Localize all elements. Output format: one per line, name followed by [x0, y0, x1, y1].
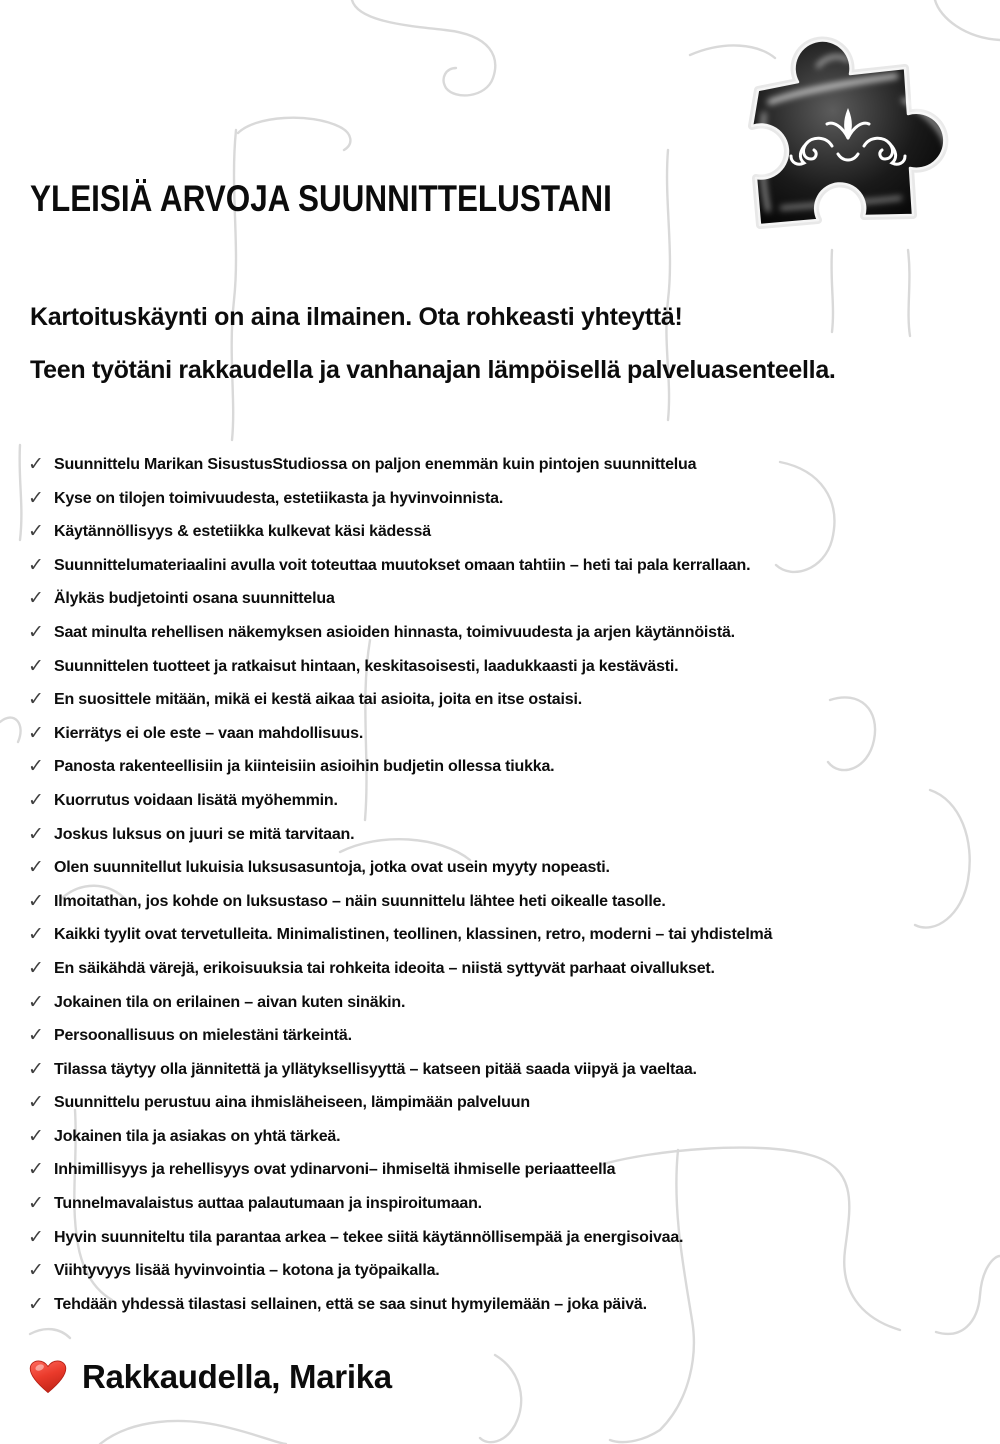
heart-icon [28, 1359, 68, 1395]
value-item [28, 1258, 772, 1292]
value-item [28, 956, 772, 990]
value-item [28, 822, 772, 856]
value-text: Saat minulta rehellisen näkemyksen asioiden hinnasta, toimivuudesta ja arjen käytännöistä. [54, 623, 735, 641]
check-icon: ✓ [28, 1024, 44, 1047]
value-text: Suunnittelen tuotteet ja ratkaisut hintaan, keskitasoisesti, laadukkaasti ja kestävästi. [54, 657, 679, 675]
check-icon: ✓ [28, 1124, 44, 1147]
check-icon: ✓ [28, 755, 44, 778]
value-item [28, 452, 772, 486]
value-item [28, 990, 772, 1024]
value-text: Joskus luksus on juuri se mitä tarvitaan. [54, 825, 355, 843]
value-item [28, 922, 772, 956]
value-text: Suunnittelu perustuu aina ihmisläheiseen, lämpimään palveluun [54, 1094, 530, 1112]
check-icon: ✓ [28, 1057, 44, 1080]
intro-line-2: Teen työtäni rakkaudella ja vanhanajan lämpöisellä palveluasenteella. [30, 356, 836, 384]
value-text: Inhimillisyys ja rehellisyys ovat ydinarvoni– ihmiseltä ihmiselle periaatteella [54, 1161, 616, 1179]
puzzle-piece-image [698, 10, 998, 258]
value-text: Olen suunnitellut lukuisia luksusasuntoja, jotka ovat usein myyty nopeasti. [54, 859, 610, 877]
check-icon: ✓ [28, 620, 44, 643]
check-icon: ✓ [28, 453, 44, 475]
check-icon: ✓ [28, 923, 44, 946]
check-icon: ✓ [28, 1292, 44, 1315]
check-icon: ✓ [28, 889, 44, 912]
value-text: Kuorrutus voidaan lisätä myöhemmin. [54, 791, 338, 809]
value-item [28, 553, 772, 587]
value-text: En suosittele mitään, mikä ei kestä aikaa tai asioita, joita en itse ostaisi. [54, 691, 582, 709]
check-icon: ✓ [28, 654, 44, 677]
check-icon: ✓ [28, 788, 44, 811]
check-icon: ✓ [28, 1091, 44, 1114]
check-icon: ✓ [28, 486, 44, 509]
value-text: Käytännöllisyys & estetiikka kulkevat käsi kädessä [54, 523, 431, 541]
value-item [28, 654, 772, 688]
value-text: Suunnittelu Marikan SisustusStudiossa on paljon enemmän kuin pintojen suunnittelua [54, 456, 697, 473]
value-item [28, 586, 772, 620]
page-title: YLEISIÄ ARVOJA SUUNNITTELUSTANI [30, 178, 612, 219]
check-icon: ✓ [28, 1225, 44, 1248]
values-list [28, 452, 772, 1325]
value-item [28, 687, 772, 721]
value-text: Tilassa täytyy olla jännitettä ja yllätyksellisyyttä – katseen pitää saada viipyä ja vaeltaa. [54, 1060, 697, 1078]
value-item [28, 1057, 772, 1091]
value-item [28, 1157, 772, 1191]
value-item [28, 721, 772, 755]
check-icon: ✓ [28, 990, 44, 1013]
check-icon: ✓ [28, 1192, 44, 1215]
value-item [28, 1225, 772, 1259]
value-text: Tehdään yhdessä tilastasi sellainen, että se saa sinut hymyilemään – joka päivä. [54, 1295, 647, 1313]
value-text: Älykäs budjetointi osana suunnittelua [54, 590, 335, 608]
value-text: Panosta rakenteellisiin ja kiinteisiin asioihin budjetin ollessa tiukka. [54, 758, 555, 776]
check-icon: ✓ [28, 1158, 44, 1181]
value-text: Jokainen tila ja asiakas on yhtä tärkeä. [54, 1127, 341, 1145]
value-text: Jokainen tila on erilainen – aivan kuten sinäkin. [54, 993, 406, 1011]
signature [28, 1358, 392, 1396]
value-item [28, 889, 772, 923]
value-item [28, 620, 772, 654]
value-item [28, 754, 772, 788]
check-icon: ✓ [28, 956, 44, 979]
value-text: Kierrätys ei ole este – vaan mahdollisuus. [54, 724, 364, 742]
value-item [28, 1124, 772, 1158]
check-icon: ✓ [28, 721, 44, 744]
value-text: Suunnittelumateriaalini avulla voit toteuttaa muutokset omaan tahtiin – heti tai pala kerrallaan. [54, 556, 751, 574]
value-text: Viihtyvyys lisää hyvinvointia – kotona ja työpaikalla. [54, 1262, 440, 1280]
value-item [28, 486, 772, 520]
intro-line-1: Kartoituskäynti on aina ilmainen. Ota rohkeasti yhteyttä! [30, 303, 683, 331]
value-text: Kaikki tyylit ovat tervetulleita. Minimalistinen, teollinen, klassinen, retro, moderni – tai yhdistelmä [54, 926, 773, 944]
check-icon: ✓ [28, 553, 44, 576]
value-text: En säikähdä värejä, erikoisuuksia tai rohkeita ideoita – niistä syttyvät parhaat oivallukset. [54, 959, 715, 977]
check-icon: ✓ [28, 520, 44, 543]
value-item [28, 1292, 772, 1326]
value-item [28, 1191, 772, 1225]
check-icon: ✓ [28, 856, 44, 879]
value-item [28, 788, 772, 822]
value-text: Persoonallisuus on mielestäni tärkeintä. [54, 1027, 352, 1045]
value-text: Ilmoitathan, jos kohde on luksustaso – näin suunnittelu lähtee heti oikealle tasolle. [54, 892, 666, 910]
value-item [28, 855, 772, 889]
value-item [28, 519, 772, 553]
value-text: Kyse on tilojen toimivuudesta, estetiikasta ja hyvinvoinnista. [54, 489, 504, 507]
check-icon: ✓ [28, 587, 44, 610]
value-item [28, 1023, 772, 1057]
signature-text: Rakkaudella, Marika [82, 1358, 392, 1395]
value-text: Hyvin suunniteltu tila parantaa arkea – tekee siitä käytännöllisempää ja energisoivaa. [54, 1228, 684, 1246]
value-text: Tunnelmavalaistus auttaa palautumaan ja inspiroitumaan. [54, 1195, 482, 1213]
value-item [28, 1090, 772, 1124]
check-icon: ✓ [28, 688, 44, 711]
check-icon: ✓ [28, 1259, 44, 1282]
check-icon: ✓ [28, 822, 44, 845]
